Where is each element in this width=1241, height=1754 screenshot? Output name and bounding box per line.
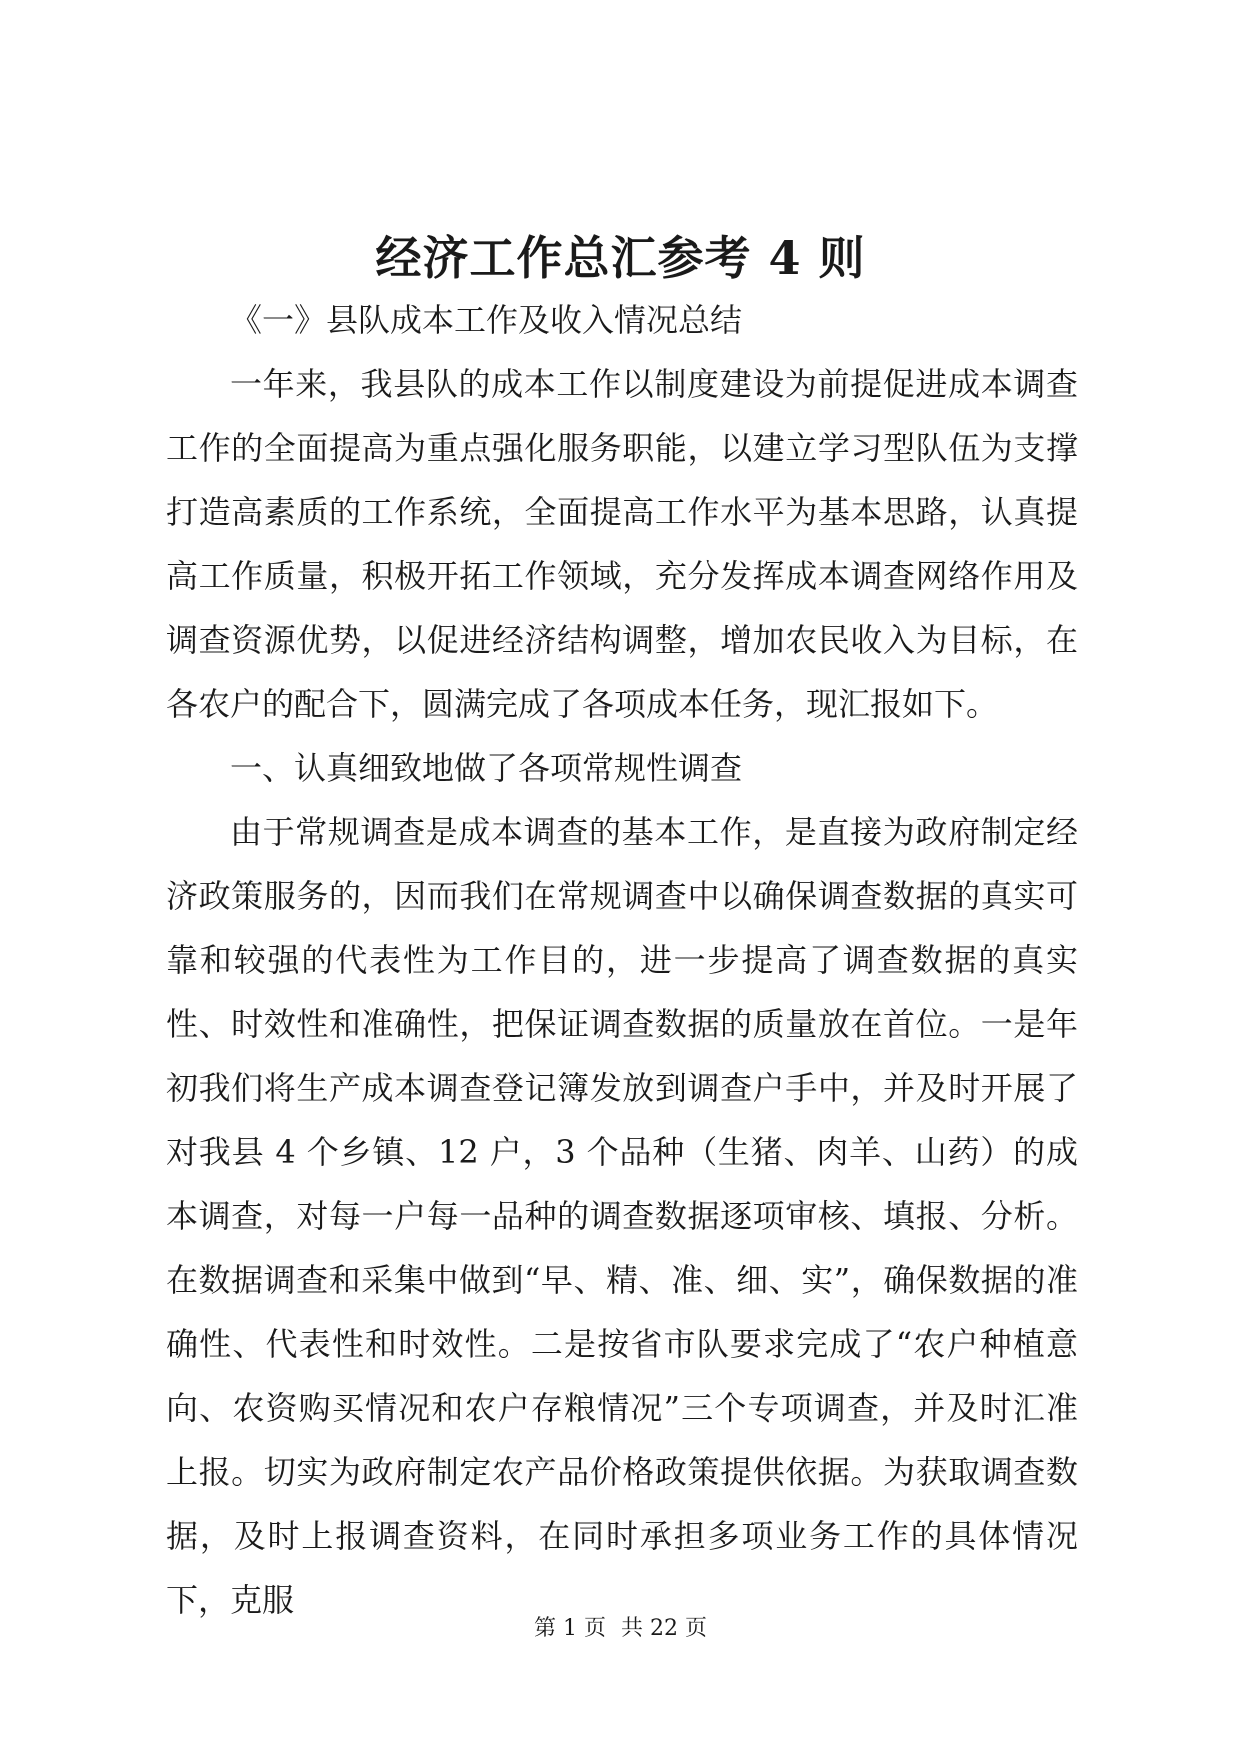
section-heading-1: 《一》县队成本工作及收入情况总结 [230, 301, 743, 339]
page-number: 第 1 页 [534, 1616, 606, 1641]
paragraph-routine-survey: 由于常规调查是成本调查的基本工作，是直接为政府制定经济政策服务的，因而我们在常规调查中以确保调查数据的真实可靠和较强的代表性为工作目的，进一步提高了调查数据的真实性、时效性和准确性，把保证调查数据的质量放在首位。一是年初我们将生产成本调查登记簿发放到调查户手中，并及时开展了对我县 4 个乡镇、12 户，3 个品种（生猪、肉羊、山药）的成本调查，对每一户每一品种的调查数据逐项审核、填报、分析。在数据调查和采集中做到“早、精、准、细、实”，确保数据的准确性、代表性和时效性。二是按省市队要求完成了“农户种植意向、农资购买情况和农户存粮情况”三个专项调查，并及时汇准上报。切实为政府制定农产品价格政策提供依据。为获取调查数据，及时上报调查资料，在同时承担多项业务工作的具体情况下，克服 [166, 813, 1078, 1619]
paragraph-intro: 一年来，我县队的成本工作以制度建设为前提促进成本调查工作的全面提高为重点强化服务职能，以建立学习型队伍为支撑打造高素质的工作系统，全面提高工作水平为基本思路，认真提高工作质量，积极开拓工作领域，充分发挥成本调查网络作用及调查资源优势，以促进经济结构调整，增加农民收入为目标，在各农户的配合下，圆满完成了各项成本任务，现汇报如下。 [166, 365, 1078, 723]
page-total: 共 22 页 [621, 1616, 707, 1641]
page-footer [0, 1611, 1241, 1642]
document-title: 经济工作总汇参考 4 则 [375, 231, 866, 285]
document-body [166, 288, 1078, 1632]
section-heading-2: 一、认真细致地做了各项常规性调查 [230, 749, 743, 787]
